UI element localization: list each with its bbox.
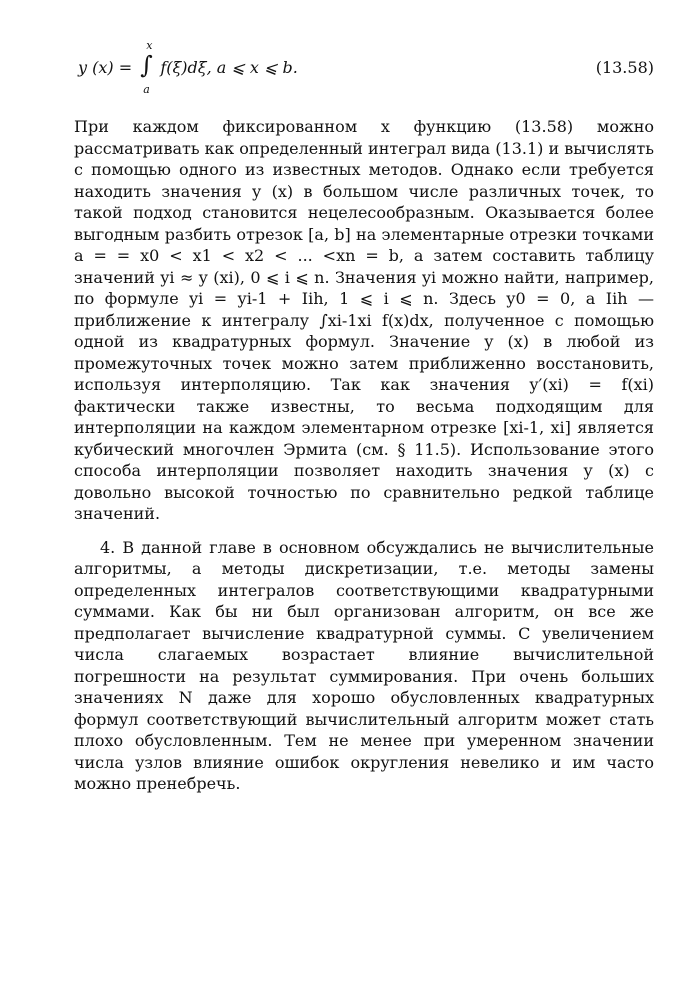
equation-integrand: f(ξ)dξ, a ⩽ x ⩽ b. bbox=[160, 58, 298, 77]
integral-lower-limit: a bbox=[143, 82, 150, 96]
equation-lhs: y (x) = bbox=[78, 58, 133, 77]
integral-upper-limit: x bbox=[146, 38, 153, 52]
paragraph-item-4: 4. В данной главе в основном обсуждались не вычислительные алгоритмы, а методы дискретизации, т.е. методы замены определенных интегралов соответствующими квадратурными суммами. Как бы ни был организован алгоритм, он все же предполагает вычисление квадратурной суммы. С увеличением числа слагаемых возрастает влияние вычислительной погрешности на результат суммирования. При очень больших значениях N даже для хорошо обусловленных квадратурных формул соответствующий вычислительный алгоритм может стать плохо обусловленным. Тем не менее при умеренном значении числа узлов влияние ошибок округления невелико и им часто можно пренебречь. bbox=[74, 537, 654, 793]
integral-sign bbox=[137, 38, 155, 96]
integral-symbol: ∫ bbox=[140, 50, 153, 79]
page-content bbox=[74, 38, 654, 795]
equation-number: (13.58) bbox=[595, 58, 654, 77]
paragraph-interpolation-method: При каждом фиксированном x функцию (13.58) можно рассматривать как определенный интеграл вида (13.1) и вычислять с помощью одного из известных методов. Однако если требуется находить значения y (x) в большом числе различных точек, то такой подход становится нецелесообразным. Оказывается более выгодным разбить отрезок [a, b] на элементарные отрезки точками a = = x0 < x1 < x2 < ... <xn = b, а затем составить таблицу значений yi ≈ y (xi), 0 ⩽ i ⩽ n. Значения yi можно найти, например, по формуле yi = yi-1 + Iih, 1 ⩽ i ⩽ n. Здесь y0 = 0, а Iih — приближение к интегралу ∫xi-1xi f(x)dx, полученное с помощью одной из квадратурных формул. Значение y (x) в любой из промежуточных точек можно затем приближенно восстановить, используя интерполяцию. Так как значения y′(xi) = f(xi) фактически также известны, то весьма подходящим для интерполяции на каждом элементарном отрезке [xi-1, xi] является кубический многочлен Эрмита (см. § 11.5). Использование этого способа интерполяции позволяет находить значения y (x) с довольно высокой точностью по сравнительно редкой таблице значений. bbox=[74, 117, 654, 523]
equation-body bbox=[78, 38, 298, 96]
equation-13-58 bbox=[74, 38, 654, 108]
